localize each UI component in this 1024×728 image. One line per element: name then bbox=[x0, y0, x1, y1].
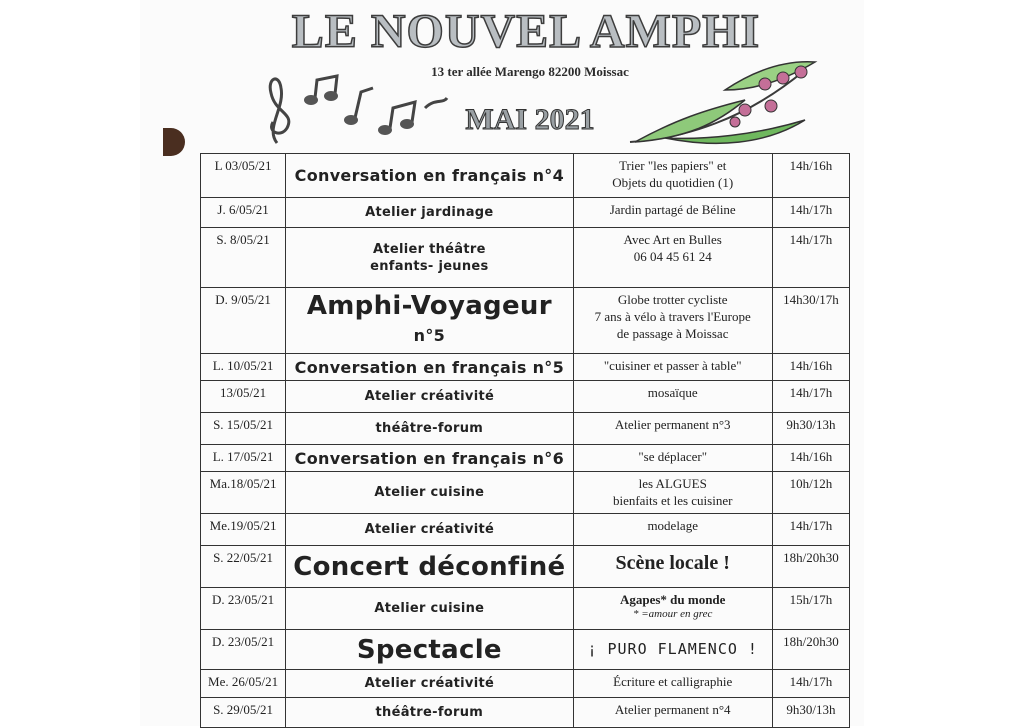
event-time: 14h/17h bbox=[772, 514, 849, 546]
event-time: 14h/17h bbox=[772, 228, 849, 288]
table-row bbox=[201, 228, 850, 288]
table-row bbox=[201, 698, 850, 728]
event-time: 14h/17h bbox=[772, 198, 849, 228]
table-row bbox=[201, 381, 850, 413]
event-date: S. 15/05/21 bbox=[201, 413, 286, 445]
table-row bbox=[201, 288, 850, 354]
event-activity: Atelier cuisine bbox=[286, 472, 573, 514]
event-description: Scène locale ! bbox=[573, 546, 772, 588]
event-description: Atelier permanent n°3 bbox=[573, 413, 772, 445]
page-title: LE NOUVEL AMPHI bbox=[291, 5, 761, 58]
event-time: 9h30/13h bbox=[772, 698, 849, 728]
event-activity: Spectacle bbox=[286, 630, 573, 670]
event-date: S. 29/05/21 bbox=[201, 698, 286, 728]
event-description: Jardin partagé de Béline bbox=[573, 198, 772, 228]
event-description: ¡ PURO FLAMENCO ! bbox=[573, 630, 772, 670]
event-time: 18h/20h30 bbox=[772, 630, 849, 670]
event-description: Globe trotter cycliste 7 ans à vélo à travers l'Europe de passage à Moissac bbox=[573, 288, 772, 354]
event-activity: Conversation en français n°6 bbox=[286, 445, 573, 472]
table-row bbox=[201, 198, 850, 228]
event-date: Me.19/05/21 bbox=[201, 514, 286, 546]
event-description: Avec Art en Bulles 06 04 45 61 24 bbox=[573, 228, 772, 288]
event-description: Trier "les papiers" et Objets du quotidien (1) bbox=[573, 154, 772, 198]
event-activity: Atelier créativité bbox=[286, 670, 573, 698]
event-activity: Atelier créativité bbox=[286, 514, 573, 546]
event-date: L. 17/05/21 bbox=[201, 445, 286, 472]
event-description: les ALGUES bienfaits et les cuisiner bbox=[573, 472, 772, 514]
address: 13 ter allée Marengo 82200 Moissac bbox=[431, 64, 629, 79]
event-date: Ma.18/05/21 bbox=[201, 472, 286, 514]
schedule-table bbox=[200, 153, 850, 728]
music-notes-icon bbox=[255, 68, 450, 148]
event-date: Me. 26/05/21 bbox=[201, 670, 286, 698]
event-time: 14h/16h bbox=[772, 354, 849, 381]
event-activity: théâtre-forum bbox=[286, 698, 573, 728]
event-time: 14h/16h bbox=[772, 445, 849, 472]
event-time: 18h/20h30 bbox=[772, 546, 849, 588]
table-row bbox=[201, 413, 850, 445]
event-date: S. 8/05/21 bbox=[201, 228, 286, 288]
event-time: 14h/16h bbox=[772, 154, 849, 198]
table-row bbox=[201, 354, 850, 381]
event-date: S. 22/05/21 bbox=[201, 546, 286, 588]
event-date: J. 6/05/21 bbox=[201, 198, 286, 228]
event-activity: Atelier jardinage bbox=[286, 198, 573, 228]
event-description: Agapes* du monde * =amour en grec bbox=[573, 588, 772, 630]
event-description: modelage bbox=[573, 514, 772, 546]
event-description: "se déplacer" bbox=[573, 445, 772, 472]
event-time: 10h/12h bbox=[772, 472, 849, 514]
event-date: D. 23/05/21 bbox=[201, 630, 286, 670]
table-row bbox=[201, 546, 850, 588]
table-row bbox=[201, 445, 850, 472]
event-time: 14h30/17h bbox=[772, 288, 849, 354]
event-activity: Atelier cuisine bbox=[286, 588, 573, 630]
event-activity: Conversation en français n°4 bbox=[286, 154, 573, 198]
table-row bbox=[201, 670, 850, 698]
table-row bbox=[201, 630, 850, 670]
event-description: mosaïque bbox=[573, 381, 772, 413]
event-date: D. 23/05/21 bbox=[201, 588, 286, 630]
event-time: 15h/17h bbox=[772, 588, 849, 630]
table-row bbox=[201, 154, 850, 198]
event-date: D. 9/05/21 bbox=[201, 288, 286, 354]
event-description: Atelier permanent n°4 bbox=[573, 698, 772, 728]
event-description: Écriture et calligraphie bbox=[573, 670, 772, 698]
event-activity: Amphi-Voyageur n°5 bbox=[286, 288, 573, 354]
table-row bbox=[201, 472, 850, 514]
event-time: 14h/17h bbox=[772, 670, 849, 698]
table-row bbox=[201, 514, 850, 546]
event-date: L. 10/05/21 bbox=[201, 354, 286, 381]
event-date: L 03/05/21 bbox=[201, 154, 286, 198]
event-description: "cuisiner et passer à table" bbox=[573, 354, 772, 381]
event-activity: Atelier théâtre enfants- jeunes bbox=[286, 228, 573, 288]
month-heading: MAI 2021 bbox=[465, 103, 595, 136]
event-time: 9h30/13h bbox=[772, 413, 849, 445]
event-time: 14h/17h bbox=[772, 381, 849, 413]
table-row bbox=[201, 588, 850, 630]
event-activity: Atelier créativité bbox=[286, 381, 573, 413]
event-activity: Conversation en français n°5 bbox=[286, 354, 573, 381]
event-activity: théâtre-forum bbox=[286, 413, 573, 445]
flower-illustration-icon bbox=[625, 50, 835, 150]
event-date: 13/05/21 bbox=[201, 381, 286, 413]
event-activity: Concert déconfiné bbox=[286, 546, 573, 588]
